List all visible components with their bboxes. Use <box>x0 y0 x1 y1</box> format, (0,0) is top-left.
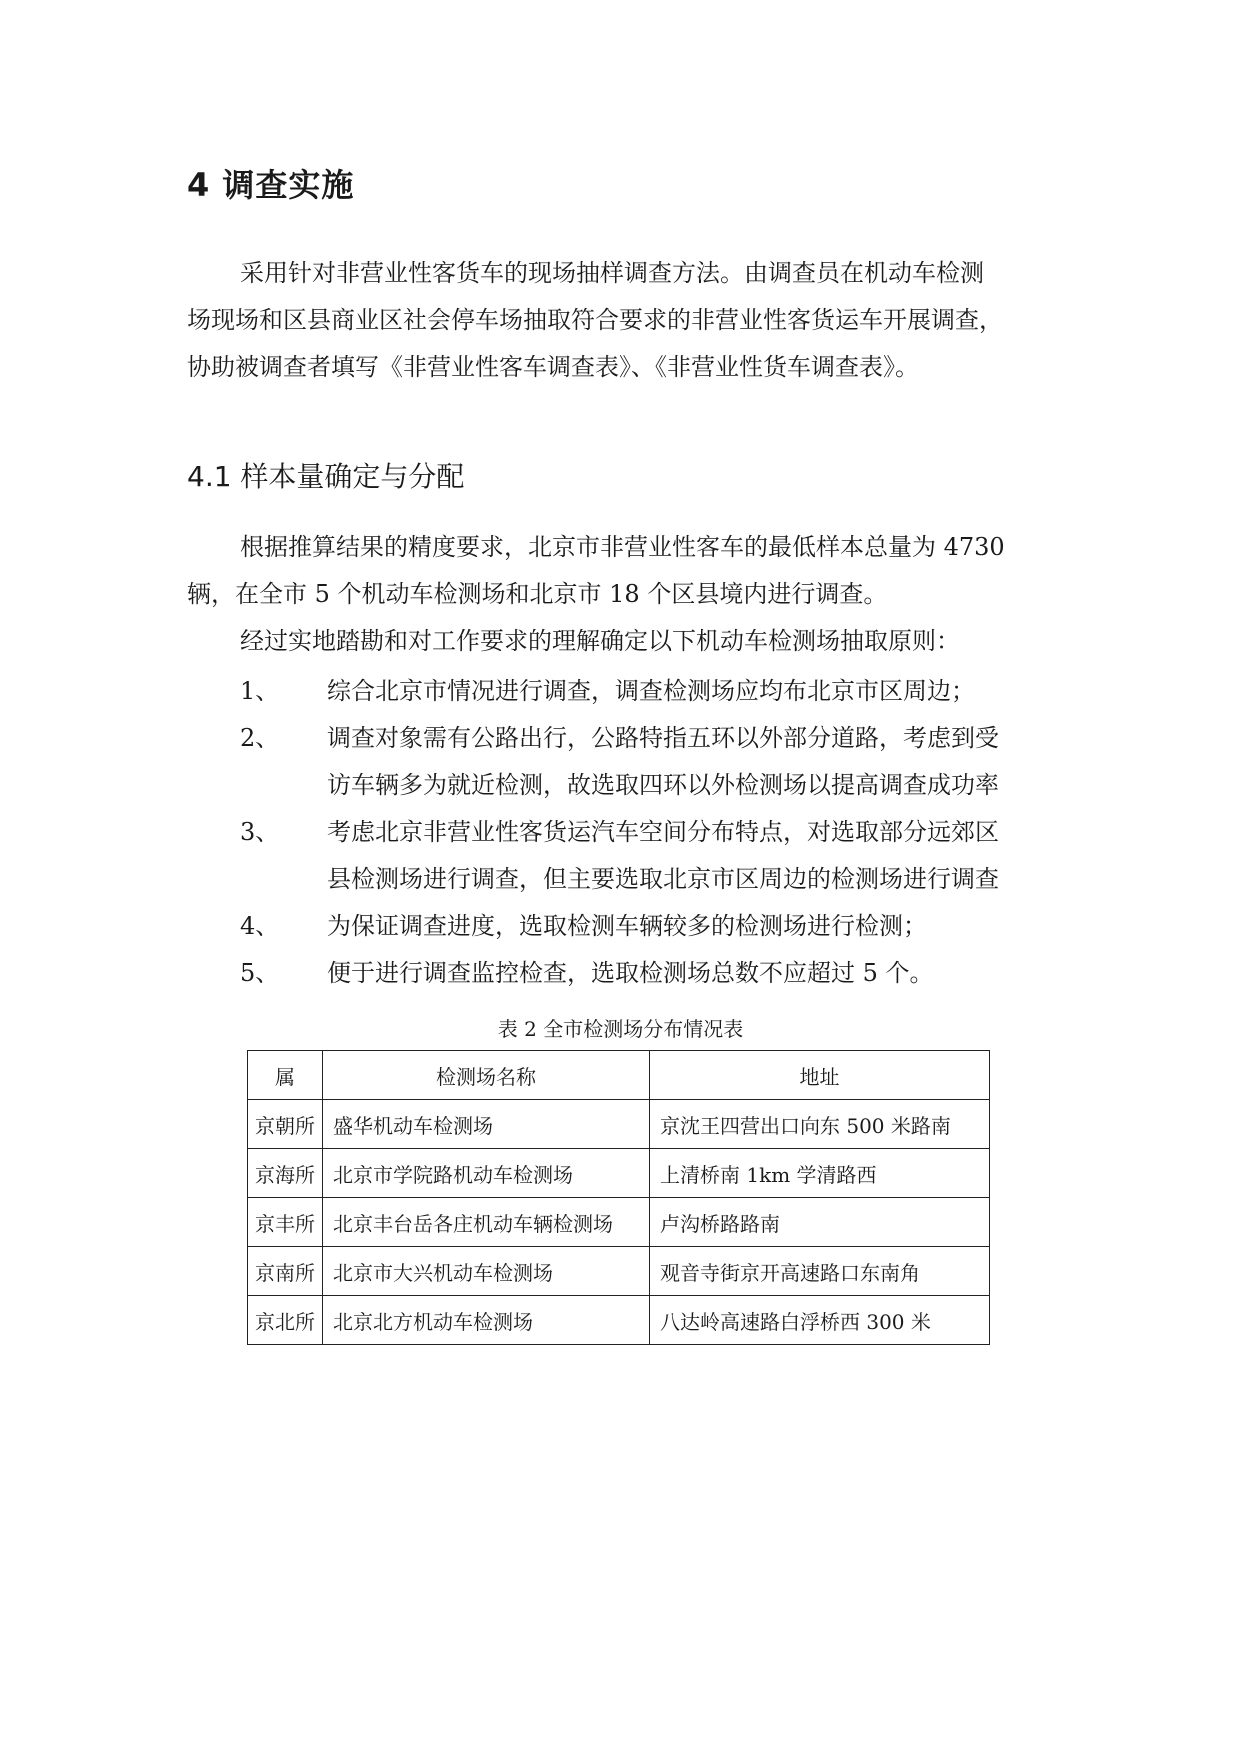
list-text: 综合北京市情况进行调查，调查检测场应均布北京市区周边； <box>327 677 975 705</box>
section-heading: 4.1 样本量确定与分配 <box>187 460 465 493</box>
list-number: 5、 <box>240 959 280 987</box>
text-line: 协助被调查者填写《非营业性客车调查表》、《非营业性货车调查表》。 <box>187 353 919 381</box>
table-cell: 京海所 <box>248 1149 323 1198</box>
column-header-address: 地址 <box>650 1051 990 1100</box>
table-cell: 北京市大兴机动车检测场 <box>323 1247 650 1296</box>
table-row <box>248 1198 990 1247</box>
text-line: 采用针对非营业性客货车的现场抽样调查方法。由调查员在机动车检测 <box>240 259 984 287</box>
list-item <box>187 903 1057 950</box>
table-row <box>248 1100 990 1149</box>
table-header-row <box>248 1051 990 1100</box>
table-cell: 京丰所 <box>248 1198 323 1247</box>
table-caption: 表 2 全市检测场分布情况表 <box>497 1017 744 1041</box>
column-header-station-name: 检测场名称 <box>323 1051 650 1100</box>
list-number: 3、 <box>240 818 280 846</box>
table-cell: 北京丰台岳各庄机动车辆检测场 <box>323 1198 650 1247</box>
table-cell: 上清桥南 1km 学清路西 <box>650 1149 990 1198</box>
list-text: 便于进行调查监控检查，选取检测场总数不应超过 5 个。 <box>327 959 934 987</box>
inspection-station-table <box>247 1050 990 1345</box>
list-text: 考虑北京非营业性客货运汽车空间分布特点，对选取部分远郊区 <box>327 818 999 846</box>
table-cell: 京南所 <box>248 1247 323 1296</box>
text-line: 根据推算结果的精度要求，北京市非营业性客车的最低样本总量为 4730 <box>240 533 1005 561</box>
list-number: 4、 <box>240 912 280 940</box>
sample-paragraph <box>187 524 1057 665</box>
table-cell: 北京北方机动车检测场 <box>323 1296 650 1345</box>
table-row <box>248 1247 990 1296</box>
list-number: 1、 <box>240 677 280 705</box>
table-cell: 京北所 <box>248 1296 323 1345</box>
list-text: 县检测场进行调查，但主要选取北京市区周边的检测场进行调查 <box>327 865 999 893</box>
text-line: 场现场和区县商业区社会停车场抽取符合要求的非营业性客货运车开展调查， <box>187 306 1003 334</box>
principles-list <box>187 668 1057 997</box>
list-text: 为保证调查进度，选取检测车辆较多的检测场进行检测； <box>327 912 927 940</box>
list-item <box>187 950 1057 997</box>
table-cell: 京沈王四营出口向东 500 米路南 <box>650 1100 990 1149</box>
table-row <box>248 1149 990 1198</box>
list-item <box>187 715 1057 809</box>
table-cell: 卢沟桥路路南 <box>650 1198 990 1247</box>
table-cell: 北京市学院路机动车检测场 <box>323 1149 650 1198</box>
table-cell: 观音寺街京开高速路口东南角 <box>650 1247 990 1296</box>
table-cell: 盛华机动车检测场 <box>323 1100 650 1149</box>
chapter-heading: 4 调查实施 <box>187 166 355 204</box>
list-item <box>187 668 1057 715</box>
list-number: 2、 <box>240 724 280 752</box>
list-text: 访车辆多为就近检测，故选取四环以外检测场以提高调查成功率 <box>327 771 999 799</box>
table-row <box>248 1296 990 1345</box>
text-line: 辆，在全市 5 个机动车检测场和北京市 18 个区县境内进行调查。 <box>187 580 888 608</box>
table-cell: 八达岭高速路白浮桥西 300 米 <box>650 1296 990 1345</box>
column-header-affiliation: 属 <box>248 1051 323 1100</box>
intro-paragraph <box>187 250 1057 391</box>
list-item <box>187 809 1057 903</box>
text-line: 经过实地踏勘和对工作要求的理解确定以下机动车检测场抽取原则： <box>240 627 960 655</box>
list-text: 调查对象需有公路出行，公路特指五环以外部分道路，考虑到受 <box>327 724 999 752</box>
table-cell: 京朝所 <box>248 1100 323 1149</box>
